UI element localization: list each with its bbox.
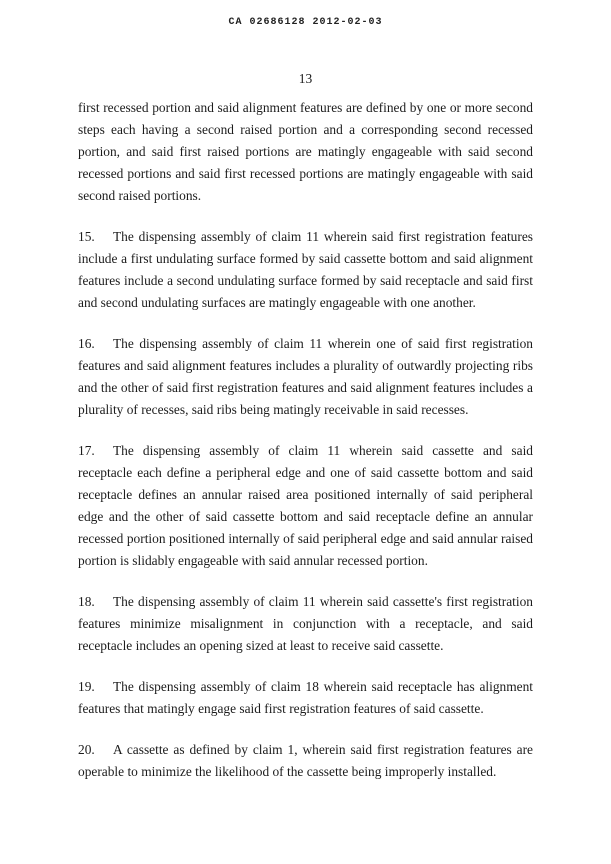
claim-paragraph-19 <box>78 676 533 720</box>
claim-paragraph-18 <box>78 591 533 657</box>
claim-number: 15. <box>78 229 95 244</box>
document-header: CA 02686128 2012-02-03 <box>228 17 383 28</box>
page-number: 13 <box>298 71 313 86</box>
claims-body <box>78 97 533 802</box>
claim-number: 16. <box>78 336 95 351</box>
claim-number: 19. <box>78 679 95 694</box>
claim-text: The dispensing assembly of claim 11 wherein said cassette's first registration features minimize misalignment in conjunction with a receptacle, and said receptacle includes an opening sized at least to receive said cassette. <box>78 594 533 653</box>
claim-text: The dispensing assembly of claim 11 wherein said cassette and said receptacle each define a peripheral edge and one of said cassette bottom and said receptacle defines an annular raised area positioned internally of said peripheral edge and the other of said cassette bottom and said receptacle define an annular recessed portion positioned internally of said peripheral edge and said annular raised portion is slidably engageable with said annular recessed portion. <box>78 443 533 568</box>
claim-number: 18. <box>78 594 95 609</box>
claim-text: The dispensing assembly of claim 18 wherein said receptacle has alignment features that matingly engage said first registration features of said cassette. <box>78 679 533 716</box>
claim-number: 17. <box>78 443 95 458</box>
claim-paragraph-20 <box>78 739 533 783</box>
claim-text: A cassette as defined by claim 1, wherein said first registration features are operable to minimize the likelihood of the cassette being improperly installed. <box>78 742 533 779</box>
claim-text: The dispensing assembly of claim 11 wherein said first registration features include a first undulating surface formed by said cassette bottom and said alignment features include a second undulating surface formed by said receptacle and said first and second undulating surfaces are matingly engageable with one another. <box>78 229 533 310</box>
claim-number: 20. <box>78 742 95 757</box>
continuation-paragraph: first recessed portion and said alignment features are defined by one or more second steps each having a second raised portion and a corresponding second recessed portion, and said first raised portions are matingly engageable with said second recessed portions and said first recessed portions are matingly engageable with said second raised portions. <box>78 100 533 203</box>
claim-paragraph-17 <box>78 440 533 572</box>
claim-paragraph-15 <box>78 226 533 314</box>
claim-paragraph-16 <box>78 333 533 421</box>
claim-text: The dispensing assembly of claim 11 wherein one of said first registration features and said alignment features includes a plurality of outwardly projecting ribs and the other of said first registration features and said alignment features includes a plurality of recesses, said ribs being matingly receivable in said recesses. <box>78 336 533 417</box>
